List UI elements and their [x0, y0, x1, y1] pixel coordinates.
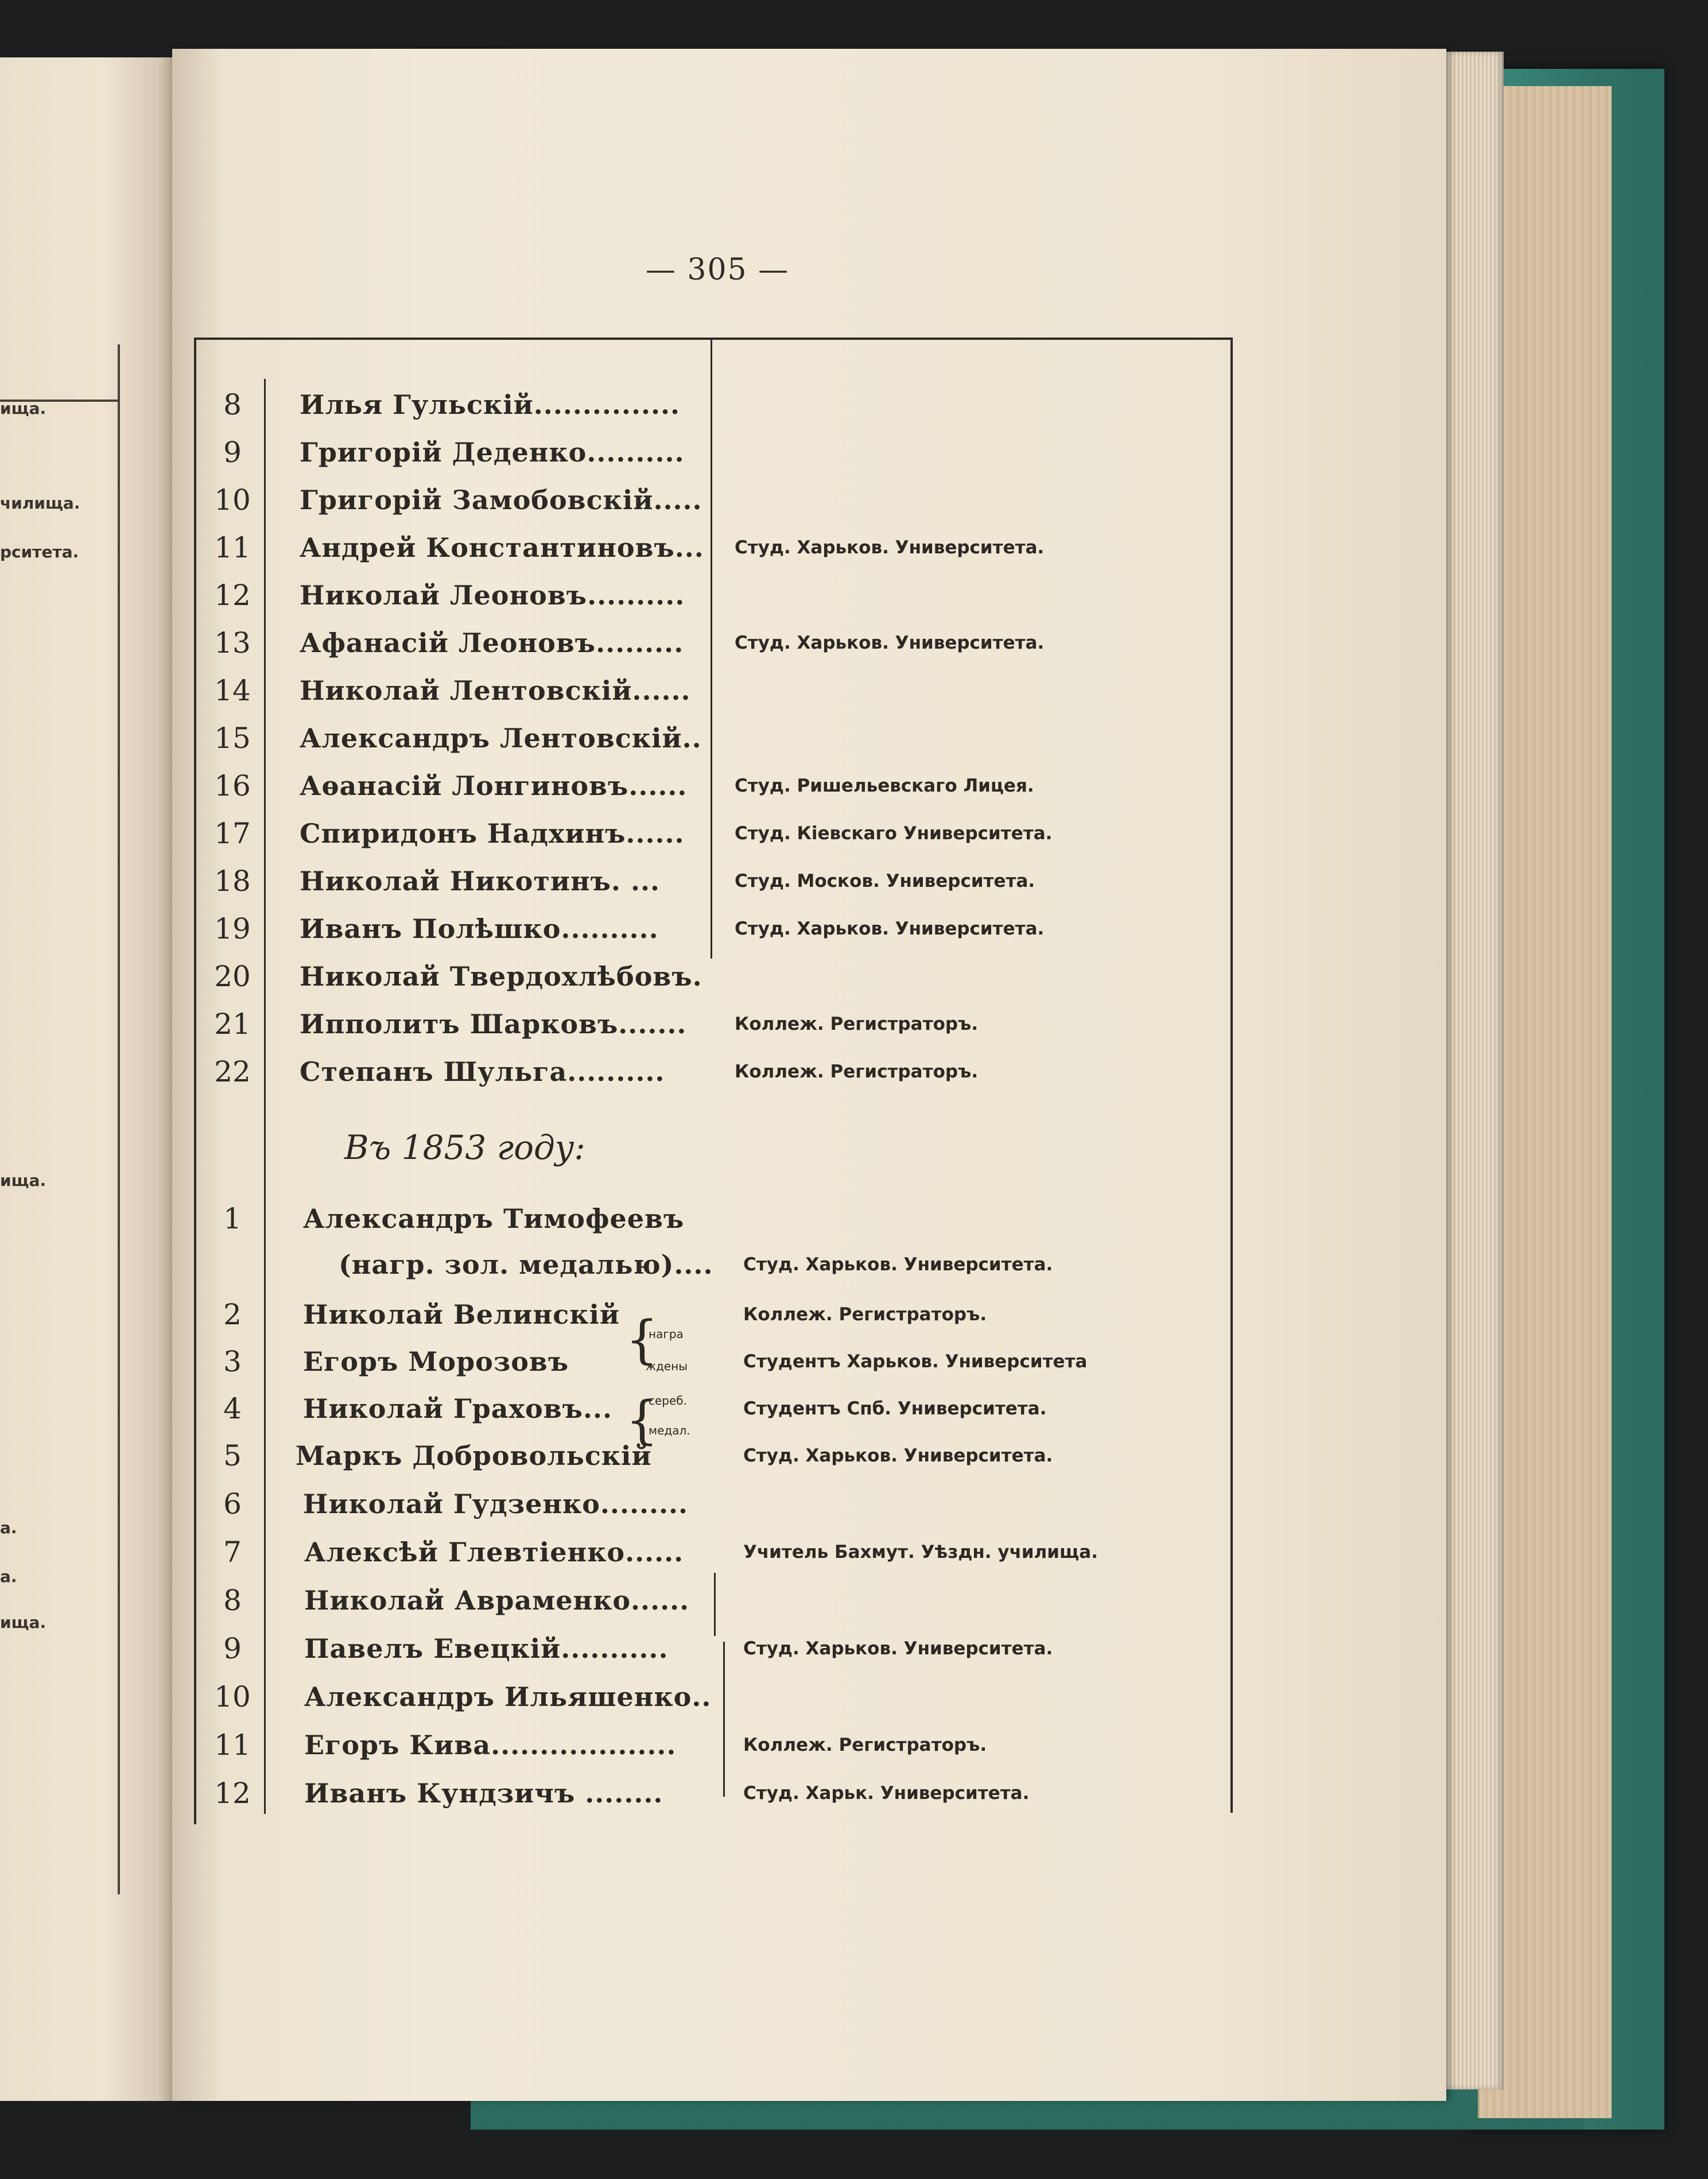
entry-name: Николай Велинскій — [303, 1299, 620, 1330]
entry-name: Илья Гульскій............... — [300, 389, 681, 420]
brace-note: награ — [649, 1327, 684, 1341]
entry-name-continuation: (нагр. зол. медалью).... — [339, 1249, 713, 1280]
entry-name: Александръ Тимофеевъ — [303, 1203, 685, 1234]
entry-name: Маркъ Добровольскій — [296, 1440, 652, 1471]
left-fragment: a. — [0, 1567, 17, 1586]
entry-number: 18 — [214, 864, 251, 898]
entry-number: 8 — [223, 1584, 242, 1617]
entry-number: 8 — [223, 388, 242, 421]
entry-note: Студентъ Спб. Университета. — [743, 1398, 1047, 1419]
table-row — [195, 1389, 1228, 1429]
left-fragment: а. — [0, 1518, 17, 1537]
entry-number: 7 — [223, 1536, 242, 1569]
brace-note: сереб. — [649, 1394, 687, 1408]
entry-name: Александръ Ильяшенко.. — [304, 1681, 712, 1712]
brace: { — [626, 1310, 659, 1370]
table-row — [195, 813, 1228, 854]
left-column-rule — [118, 344, 120, 1894]
table-right-rule — [1230, 338, 1233, 1813]
table-row — [195, 718, 1228, 758]
entry-name: Павелъ Евецкій........... — [304, 1633, 669, 1664]
entry-number: 12 — [214, 579, 251, 612]
entry-name: Николай Граховъ... — [303, 1393, 612, 1424]
entry-note: Студ. Харьков. Университета. — [735, 918, 1045, 939]
left-fragment: чилища. — [0, 494, 80, 513]
entry-number: 9 — [223, 1632, 242, 1665]
page-number: — 305 — — [645, 253, 790, 287]
entry-note: Студ. Харьков. Университета. — [735, 633, 1045, 653]
left-fragment: ища. — [0, 1613, 46, 1632]
entry-number: 21 — [214, 1007, 251, 1041]
table-row — [195, 1580, 1228, 1620]
brace: { — [626, 1390, 659, 1451]
table-top-rule — [194, 338, 1233, 340]
entry-note: Студ. Ришельевскаго Лицея. — [735, 776, 1034, 796]
entry-name: Аѳанасій Лонгиновъ...... — [300, 770, 688, 801]
entry-name: Николай Твердохлѣбовъ. — [300, 961, 702, 992]
entry-number: 3 — [223, 1345, 242, 1378]
entry-note: Студ. Харьков. Университета. — [735, 537, 1045, 558]
entry-name: Григорій Замобовскій..... — [300, 484, 702, 515]
entry-note: Коллеж. Регистраторъ. — [743, 1735, 987, 1755]
entry-note: Студ. Харьков. Университета. — [743, 1254, 1053, 1275]
entry-note: Студ. Харьков. Университета. — [743, 1445, 1053, 1466]
left-fragment: ища. — [0, 1171, 46, 1190]
entry-number: 13 — [214, 626, 251, 660]
entry-number: 16 — [214, 769, 251, 802]
entry-number: 17 — [214, 817, 251, 850]
entry-number: 2 — [223, 1298, 242, 1331]
entry-name: Иванъ Полѣшко.......... — [300, 913, 659, 944]
entry-name: Афанасій Леоновъ......... — [300, 627, 684, 658]
table-row — [195, 623, 1228, 663]
table-row — [195, 1725, 1228, 1765]
entry-number: 19 — [214, 912, 251, 945]
entry-name: Григорій Деденко.......... — [300, 437, 685, 468]
entry-name: Николай Авраменко...... — [304, 1585, 690, 1616]
entry-number: 11 — [214, 531, 251, 564]
entry-number: 22 — [214, 1055, 251, 1088]
entry-name: Николай Гудзенко......... — [303, 1488, 689, 1519]
entry-note: Студентъ Харьков. Университета — [743, 1351, 1088, 1372]
table-row — [195, 528, 1228, 568]
entry-number: 20 — [214, 960, 251, 993]
entry-name: Спиридонъ Надхинъ...... — [300, 818, 685, 849]
table-row — [195, 909, 1228, 949]
entry-name: Николай Лентовскій...... — [300, 675, 691, 706]
left-fragment: ища. — [0, 399, 46, 418]
entry-name: Степанъ Шульга.......... — [300, 1056, 665, 1087]
entry-number: 11 — [214, 1728, 251, 1762]
table-row — [195, 1052, 1228, 1092]
table-row — [195, 1341, 1228, 1382]
entry-name: Егоръ Морозовъ — [303, 1346, 569, 1377]
entry-number: 1 — [223, 1202, 242, 1235]
entry-number: 4 — [223, 1392, 242, 1425]
table-row — [195, 1677, 1228, 1717]
table-row — [195, 670, 1228, 711]
entry-number: 10 — [214, 483, 251, 517]
table-row — [195, 385, 1228, 425]
entry-number: 15 — [214, 722, 251, 755]
brace-note: ждены — [646, 1359, 688, 1373]
table-row — [195, 1294, 1228, 1335]
entry-name: Николай Леоновъ.......... — [300, 580, 685, 611]
left-page — [0, 57, 172, 2101]
table-row — [195, 480, 1228, 520]
entry-number: 10 — [214, 1680, 251, 1713]
table-row — [195, 1773, 1228, 1813]
entry-note: Студ. Москов. Университета. — [735, 871, 1035, 891]
table-row — [195, 861, 1228, 901]
table-row — [195, 1629, 1228, 1669]
entry-note: Учитель Бахмут. Уѣздн. училища. — [743, 1542, 1098, 1562]
entry-name: Ипполитъ Шарковъ....... — [300, 1009, 687, 1040]
entry-note: Коллеж. Регистраторъ. — [735, 1061, 979, 1082]
table-row — [195, 1199, 1228, 1285]
entry-note: Коллеж. Регистраторъ. — [743, 1304, 987, 1325]
entry-note: Студ. Харьков. Университета. — [743, 1638, 1053, 1659]
entry-name: Николай Никотинъ. ... — [300, 866, 660, 897]
table-row — [195, 956, 1228, 997]
entry-note: Студ. Харьк. Университета. — [743, 1783, 1030, 1804]
entry-note: Студ. Кіевскаго Университета. — [735, 823, 1053, 844]
left-fragment: рситета. — [0, 542, 79, 561]
table-row — [195, 1532, 1228, 1572]
entry-name: Андрей Константиновъ... — [300, 532, 704, 563]
section-heading: Въ 1853 году: — [344, 1128, 585, 1167]
table-row — [195, 766, 1228, 806]
table-row — [195, 1484, 1228, 1524]
table-row — [195, 1436, 1228, 1476]
entry-note: Коллеж. Регистраторъ. — [735, 1014, 979, 1034]
entry-number: 6 — [223, 1487, 242, 1521]
entry-number: 12 — [214, 1777, 251, 1810]
table-row — [195, 432, 1228, 472]
entry-name: Александръ Лентовскій.. — [300, 723, 702, 754]
entry-name: Иванъ Кундзичъ ........ — [304, 1778, 663, 1809]
entry-number: 5 — [223, 1439, 242, 1472]
entry-number: 14 — [214, 674, 251, 707]
entry-number: 9 — [223, 436, 242, 469]
table-row — [195, 1004, 1228, 1044]
entry-name: Алексѣй Глевтіенко...... — [304, 1537, 684, 1568]
entry-name: Егоръ Кива................... — [304, 1730, 677, 1761]
brace-note: медал. — [649, 1424, 690, 1437]
table-row — [195, 575, 1228, 615]
